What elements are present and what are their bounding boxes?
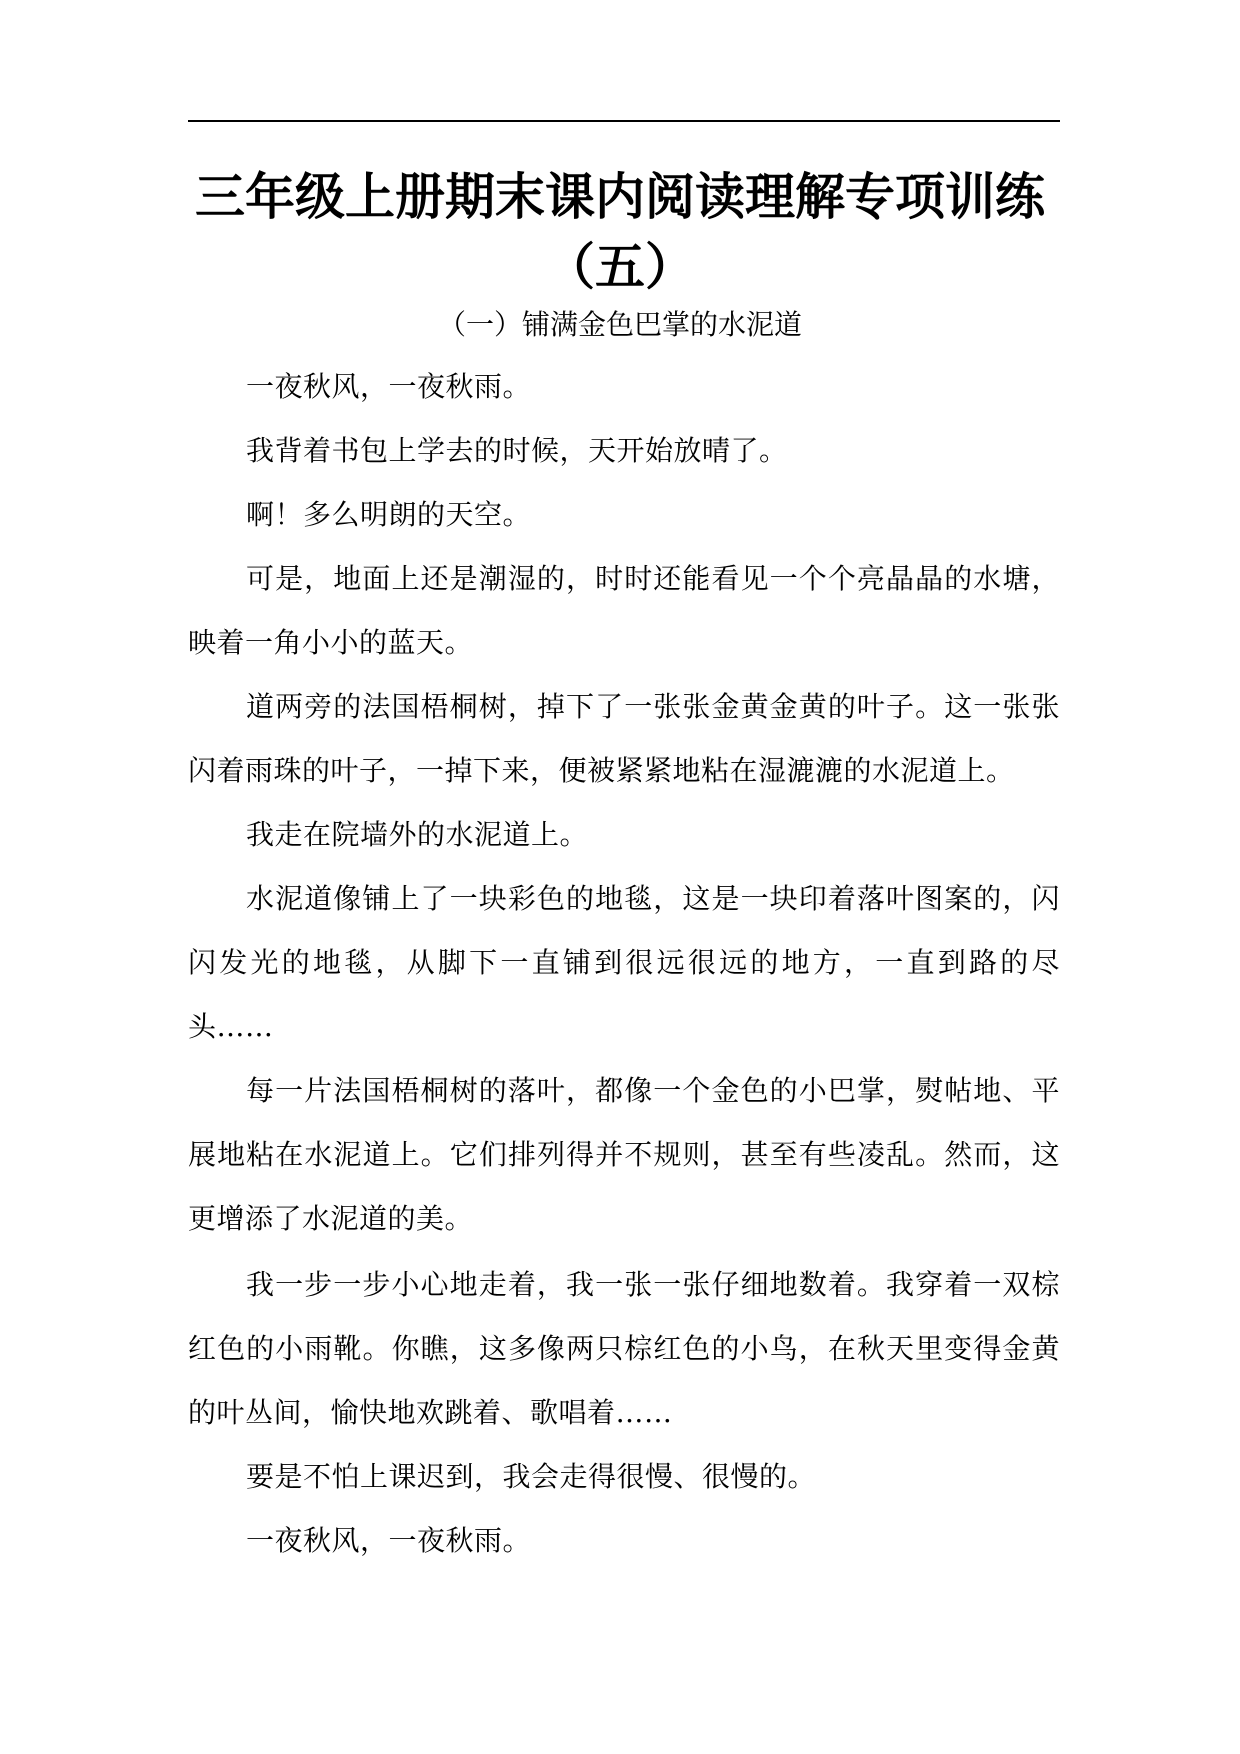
title-line-2: （五）: [545, 238, 695, 296]
header-rule: [188, 120, 1060, 122]
paragraph-9: 我一步一步小心地走着，我一张一张仔细地数着。我穿着一双棕红色的小雨靴。你瞧，这多像两只棕红色的小鸟，在秋天里变得金黄的叶丛间，愉快地欢跳着、歌唱着……: [188, 1268, 1060, 1429]
paragraph-2: 我背着书包上学去的时候，天开始放晴了。: [246, 434, 788, 467]
paragraph-1: 一夜秋风，一夜秋雨。: [246, 370, 532, 403]
title-line-1: 三年级上册期末课内阅读理解专项训练: [195, 168, 1045, 226]
paragraph-8: 每一片法国梧桐树的落叶，都像一个金色的小巴掌，熨帖地、平展地粘在水泥道上。它们排列得并不规则，甚至有些凌乱。然而，这更增添了水泥道的美。: [188, 1074, 1060, 1235]
page-title: [150, 162, 1090, 302]
paragraph-10: 要是不怕上课迟到，我会走得很慢、很慢的。: [246, 1460, 817, 1493]
paragraph-5: 道两旁的法国梧桐树，掉下了一张张金黄金黄的叶子。这一张张闪着雨珠的叶子，一掉下来，便被紧紧地粘在湿漉漉的水泥道上。: [188, 690, 1060, 787]
paragraph-3: 啊！多么明朗的天空。: [246, 498, 532, 531]
paragraph-7: 水泥道像铺上了一块彩色的地毯，这是一块印着落叶图案的，闪闪发光的地毯，从脚下一直铺到很远很远的地方，一直到路的尽头……: [188, 882, 1060, 1043]
paragraph-6: 我走在院墙外的水泥道上。: [246, 818, 589, 851]
paragraph-4: 可是，地面上还是潮湿的，时时还能看见一个个亮晶晶的水塘，映着一角小小的蓝天。: [188, 562, 1060, 659]
paragraph-11: 一夜秋风，一夜秋雨。: [246, 1524, 532, 1557]
section-heading: （一）铺满金色巴掌的水泥道: [437, 308, 802, 341]
